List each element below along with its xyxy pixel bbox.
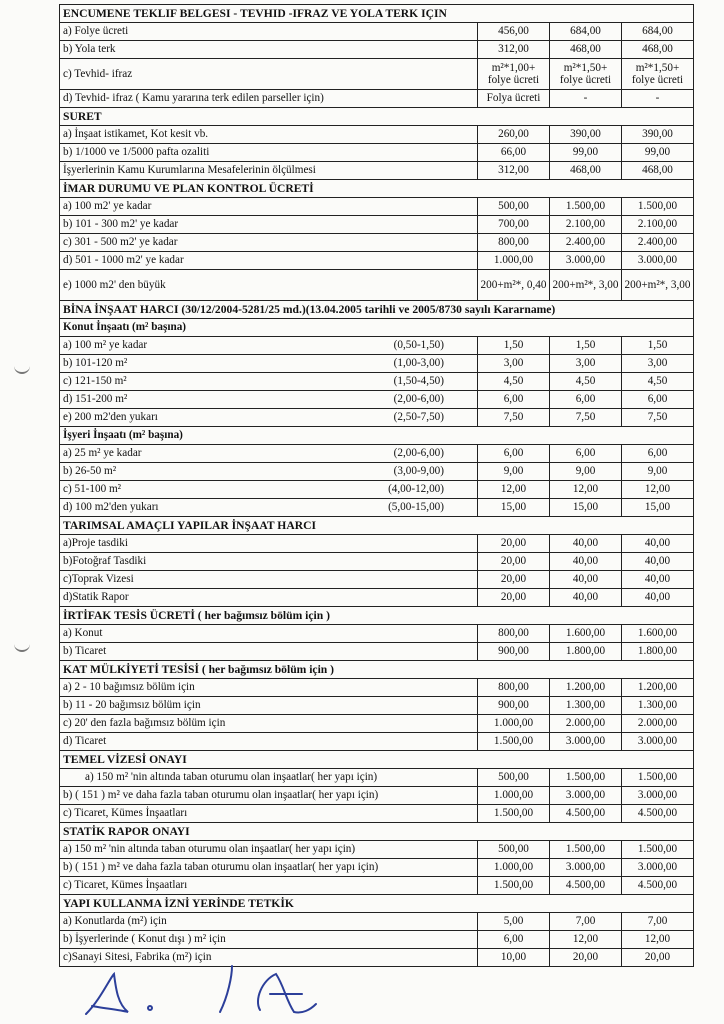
- fee-row: [60, 931, 694, 949]
- fee-value-2: 390,00: [550, 126, 622, 144]
- fee-row: [60, 337, 694, 355]
- fee-row: [60, 23, 694, 41]
- fee-value-1: 20,00: [478, 535, 550, 553]
- fee-label-cell: [60, 337, 478, 355]
- fee-label-cell: [60, 216, 478, 234]
- fee-value-1: 260,00: [478, 126, 550, 144]
- fee-value-3: 468,00: [622, 41, 694, 59]
- fee-value-3: 7,50: [622, 409, 694, 427]
- fee-label: b) Yola terk: [63, 43, 116, 55]
- fee-label-cell: [60, 59, 478, 90]
- section-title: TARIMSAL AMAÇLI YAPILAR İNŞAAT HARCI: [60, 517, 694, 535]
- fee-label-cell: [60, 787, 478, 805]
- fee-value-1: 1.000,00: [478, 252, 550, 270]
- fee-label: d) Tevhid- ifraz ( Kamu yararına terk edilen parseller için): [63, 92, 324, 104]
- fee-value-3: 1.200,00: [622, 679, 694, 697]
- fee-value-1: 1.000,00: [478, 787, 550, 805]
- fee-row: [60, 409, 694, 427]
- fee-row: [60, 733, 694, 751]
- fee-value-1: 9,00: [478, 463, 550, 481]
- fee-label: e) 1000 m2' den büyük: [63, 278, 166, 291]
- fee-range: (2,00-6,00): [393, 447, 444, 459]
- fee-row: [60, 162, 694, 180]
- fee-value-2: 2.400,00: [550, 234, 622, 252]
- section-title: İMAR DURUMU VE PLAN KONTROL ÜCRETİ: [60, 180, 694, 198]
- fee-value-1: 6,00: [478, 931, 550, 949]
- fee-value-2: 2.100,00: [550, 216, 622, 234]
- section-header-row: [60, 661, 694, 679]
- fee-label: b) 11 - 20 bağımsız bölüm için: [63, 699, 201, 711]
- fee-label-cell: [60, 805, 478, 823]
- fee-value-1: 6,00: [478, 391, 550, 409]
- fee-row: [60, 535, 694, 553]
- fee-range: (2,50-7,50): [393, 411, 444, 423]
- fee-value-3: 1.500,00: [622, 769, 694, 787]
- fee-value-1: 800,00: [478, 679, 550, 697]
- fee-value-1: m²*1,00+ folye ücreti: [478, 59, 550, 90]
- fee-value-1: 6,00: [478, 445, 550, 463]
- fee-row: [60, 787, 694, 805]
- fee-label: İşyerlerinin Kamu Kurumlarına Mesafelerinin ölçülmesi: [63, 164, 316, 176]
- fee-label: a) 100 m² ye kadar: [63, 339, 148, 351]
- fee-label-cell: [60, 931, 478, 949]
- fee-range: (3,00-9,00): [393, 465, 444, 477]
- fee-label-wrap: [63, 465, 474, 478]
- fee-value-2: 40,00: [550, 589, 622, 607]
- fee-value-2: 4.500,00: [550, 877, 622, 895]
- fee-value-1: 7,50: [478, 409, 550, 427]
- fee-value-2: 40,00: [550, 553, 622, 571]
- fee-label-cell: [60, 877, 478, 895]
- fee-label-wrap: [63, 447, 474, 460]
- fee-value-3: 40,00: [622, 553, 694, 571]
- fee-value-1: 800,00: [478, 234, 550, 252]
- fee-range: (1,00-3,00): [393, 357, 444, 369]
- fee-label-cell: [60, 41, 478, 59]
- fee-value-2: 684,00: [550, 23, 622, 41]
- fee-range: (1,50-4,50): [393, 375, 444, 387]
- fee-value-3: 3,00: [622, 355, 694, 373]
- fee-value-2: 12,00: [550, 481, 622, 499]
- fee-value-1: Folya ücreti: [478, 90, 550, 108]
- fee-label: c) 51-100 m²: [63, 483, 122, 495]
- fee-row: [60, 59, 694, 90]
- fee-value-2: 99,00: [550, 144, 622, 162]
- fee-label-cell: [60, 144, 478, 162]
- fee-value-2: 15,00: [550, 499, 622, 517]
- fee-value-2: 1.500,00: [550, 841, 622, 859]
- fee-value-3: 12,00: [622, 481, 694, 499]
- fee-value-3: 2.100,00: [622, 216, 694, 234]
- fee-row: [60, 697, 694, 715]
- fee-label: a) Folye ücreti: [63, 25, 129, 37]
- fee-value-2: 1,50: [550, 337, 622, 355]
- fee-value-1: 20,00: [478, 589, 550, 607]
- fee-row: [60, 198, 694, 216]
- fee-row: [60, 391, 694, 409]
- fee-label-cell: [60, 589, 478, 607]
- fee-value-3: 3.000,00: [622, 787, 694, 805]
- fee-label-cell: [60, 553, 478, 571]
- fee-value-1: 1.000,00: [478, 859, 550, 877]
- fee-value-3: 3.000,00: [622, 252, 694, 270]
- fee-value-3: 684,00: [622, 23, 694, 41]
- fee-label-cell: [60, 625, 478, 643]
- fee-label: c)Sanayi Sitesi, Fabrika (m²) için: [63, 951, 212, 963]
- fee-label-cell: [60, 162, 478, 180]
- subsection-title: Konut İnşaatı (m² başına): [60, 319, 694, 337]
- fee-label: b) 101 - 300 m2' ye kadar: [63, 218, 179, 230]
- fee-row: [60, 715, 694, 733]
- fee-label-wrap: [63, 375, 474, 388]
- fee-label: d) 100 m2'den yukarı: [63, 501, 159, 513]
- section-title: STATİK RAPOR ONAYI: [60, 823, 694, 841]
- fee-value-1: 1,50: [478, 337, 550, 355]
- fee-value-3: 9,00: [622, 463, 694, 481]
- fee-value-2: 40,00: [550, 535, 622, 553]
- fee-row: [60, 625, 694, 643]
- fee-value-2: 20,00: [550, 949, 622, 967]
- fee-label: a) 25 m² ye kadar: [63, 447, 142, 459]
- fee-row: [60, 252, 694, 270]
- fee-label: b)Fotoğraf Tasdiki: [63, 555, 147, 567]
- fee-row: [60, 679, 694, 697]
- fee-value-3: 2.000,00: [622, 715, 694, 733]
- fee-label-wrap: [63, 339, 474, 352]
- fee-value-1: 900,00: [478, 643, 550, 661]
- fee-label: a) Konut: [63, 627, 103, 639]
- fee-range: (5,00-15,00): [388, 501, 444, 513]
- fee-value-2: 7,50: [550, 409, 622, 427]
- fee-label-cell: [60, 463, 478, 481]
- fee-label-cell: [60, 355, 478, 373]
- fee-row: [60, 126, 694, 144]
- fee-value-3: 1,50: [622, 337, 694, 355]
- fee-value-3: 2.400,00: [622, 234, 694, 252]
- fee-value-1: 500,00: [478, 841, 550, 859]
- fee-value-1: 4,50: [478, 373, 550, 391]
- fee-value-2: 6,00: [550, 445, 622, 463]
- fee-value-2: 3.000,00: [550, 787, 622, 805]
- fee-row: [60, 481, 694, 499]
- fee-label-cell: [60, 535, 478, 553]
- fee-value-2: 9,00: [550, 463, 622, 481]
- fee-value-3: 4.500,00: [622, 877, 694, 895]
- punch-hole-top: [14, 362, 30, 374]
- fee-value-3: 200+m²*, 3,00: [622, 270, 694, 301]
- fee-value-3: 1.300,00: [622, 697, 694, 715]
- fee-label: a) 2 - 10 bağımsız bölüm için: [63, 681, 195, 693]
- fee-label: d) Ticaret: [63, 735, 107, 747]
- fee-value-2: 7,00: [550, 913, 622, 931]
- fee-label-cell: [60, 859, 478, 877]
- fee-value-2: 1.200,00: [550, 679, 622, 697]
- fee-value-2: 1.500,00: [550, 769, 622, 787]
- section-header-row: [60, 301, 694, 319]
- fee-value-1: 15,00: [478, 499, 550, 517]
- fee-table: [59, 4, 694, 967]
- fee-value-2: 1.600,00: [550, 625, 622, 643]
- fee-row: [60, 841, 694, 859]
- fee-label: a) İnşaat istikamet, Kot kesit vb.: [63, 128, 209, 140]
- fee-value-2: 3.000,00: [550, 252, 622, 270]
- fee-value-2: 3.000,00: [550, 859, 622, 877]
- fee-label-cell: [60, 913, 478, 931]
- fee-value-3: 1.600,00: [622, 625, 694, 643]
- section-title: SURET: [60, 108, 694, 126]
- fee-label: c) Ticaret, Kümes İnşaatları: [63, 879, 188, 891]
- fee-label-cell: [60, 373, 478, 391]
- fee-label: a) 150 m² 'nin altında taban oturumu olan inşaatlar( her yapı için): [85, 771, 378, 783]
- fee-label-cell: [60, 270, 478, 301]
- fee-row: [60, 234, 694, 252]
- fee-label-cell: [60, 571, 478, 589]
- fee-label: a) 150 m² 'nin altında taban oturumu olan inşaatlar( her yapı için): [63, 843, 356, 855]
- fee-row: [60, 553, 694, 571]
- section-header-row: [60, 895, 694, 913]
- fee-value-2: 40,00: [550, 571, 622, 589]
- fee-value-1: 10,00: [478, 949, 550, 967]
- fee-label: b) ( 151 ) m² ve daha fazla taban oturumu olan inşaatlar( her yapı için): [63, 861, 379, 873]
- fee-row: [60, 571, 694, 589]
- section-header-row: [60, 607, 694, 625]
- fee-value-1: 66,00: [478, 144, 550, 162]
- fee-value-3: 7,00: [622, 913, 694, 931]
- fee-value-1: 3,00: [478, 355, 550, 373]
- fee-value-3: 1.500,00: [622, 198, 694, 216]
- fee-label: b) 1/1000 ve 1/5000 pafta ozaliti: [63, 146, 210, 158]
- punch-hole-bottom: [14, 640, 30, 652]
- fee-value-3: 20,00: [622, 949, 694, 967]
- fee-value-2: 4.500,00: [550, 805, 622, 823]
- section-header-row: [60, 751, 694, 769]
- fee-label-cell: [60, 733, 478, 751]
- section-title: KAT MÜLKİYETİ TESİSİ ( her bağımsız bölüm için ): [60, 661, 694, 679]
- fee-value-1: 5,00: [478, 913, 550, 931]
- fee-value-1: 700,00: [478, 216, 550, 234]
- fee-label-cell: [60, 198, 478, 216]
- fee-label-cell: [60, 445, 478, 463]
- fee-value-3: 6,00: [622, 391, 694, 409]
- fee-value-1: 500,00: [478, 769, 550, 787]
- fee-row: [60, 445, 694, 463]
- fee-value-2: 468,00: [550, 162, 622, 180]
- fee-value-3: 6,00: [622, 445, 694, 463]
- fee-label-cell: [60, 841, 478, 859]
- fee-row: [60, 90, 694, 108]
- fee-value-2: 1.300,00: [550, 697, 622, 715]
- fee-value-1: 312,00: [478, 41, 550, 59]
- fee-label: b) İşyerlerinde ( Konut dışı ) m² için: [63, 933, 226, 945]
- fee-label: c) 20' den fazla bağımsız bölüm için: [63, 717, 226, 729]
- fee-value-1: 500,00: [478, 198, 550, 216]
- fee-label-cell: [60, 769, 478, 787]
- fee-label-cell: [60, 481, 478, 499]
- handwritten-signature: [80, 960, 320, 1024]
- fee-value-3: 40,00: [622, 571, 694, 589]
- fee-label-wrap: [63, 501, 474, 514]
- fee-label-wrap: [63, 411, 474, 424]
- fee-value-3: 1.500,00: [622, 841, 694, 859]
- fee-value-2: 200+m²*, 3,00: [550, 270, 622, 301]
- fee-label: b) Ticaret: [63, 645, 107, 657]
- section-title: ENCUMENE TEKLIF BELGESI - TEVHID -IFRAZ VE YOLA TERK IÇIN: [60, 5, 694, 23]
- fee-value-2: 468,00: [550, 41, 622, 59]
- subsection-row: [60, 319, 694, 337]
- fee-row: [60, 373, 694, 391]
- fee-range: (2,00-6,00): [393, 393, 444, 405]
- fee-value-2: m²*1,50+ folye ücreti: [550, 59, 622, 90]
- fee-value-2: 2.000,00: [550, 715, 622, 733]
- fee-label-cell: [60, 23, 478, 41]
- fee-value-3: 4,50: [622, 373, 694, 391]
- fee-row: [60, 499, 694, 517]
- section-header-row: [60, 517, 694, 535]
- fee-label-wrap: [63, 483, 474, 496]
- fee-label: a) Konutlarda (m²) için: [63, 915, 167, 927]
- fee-label-cell: [60, 126, 478, 144]
- fee-label: d) 501 - 1000 m2' ye kadar: [63, 254, 184, 266]
- fee-row: [60, 589, 694, 607]
- fee-row: [60, 859, 694, 877]
- fee-label-cell: [60, 252, 478, 270]
- fee-value-3: m²*1,50+ folye ücreti: [622, 59, 694, 90]
- fee-row: [60, 643, 694, 661]
- fee-row: [60, 216, 694, 234]
- fee-value-1: 200+m²*, 0,40: [478, 270, 550, 301]
- fee-value-3: 40,00: [622, 535, 694, 553]
- fee-label: a) 100 m2' ye kadar: [63, 200, 152, 212]
- fee-row: [60, 877, 694, 895]
- fee-label: c) Tevhid- ifraz: [63, 67, 133, 80]
- fee-label-wrap: [63, 357, 474, 370]
- fee-row: [60, 463, 694, 481]
- fee-value-2: 4,50: [550, 373, 622, 391]
- fee-value-1: 12,00: [478, 481, 550, 499]
- section-title: YAPI KULLANMA İZNİ YERİNDE TETKİK: [60, 895, 694, 913]
- fee-row: [60, 144, 694, 162]
- fee-label: d) 151-200 m²: [63, 393, 128, 405]
- section-title: BİNA İNŞAAT HARCI (30/12/2004-5281/25 md.)(13.04.2005 tarihli ve 2005/8730 sayılı Kararname): [60, 301, 694, 319]
- fee-row: [60, 913, 694, 931]
- fee-label-cell: [60, 643, 478, 661]
- section-header-row: [60, 5, 694, 23]
- fee-label: c) 121-150 m²: [63, 375, 127, 387]
- fee-value-3: 1.800,00: [622, 643, 694, 661]
- fee-value-2: 1.500,00: [550, 198, 622, 216]
- fee-label: d)Statik Rapor: [63, 591, 129, 603]
- fee-value-3: 3.000,00: [622, 733, 694, 751]
- fee-value-1: 900,00: [478, 697, 550, 715]
- fee-label: b) 26-50 m²: [63, 465, 117, 477]
- fee-value-1: 20,00: [478, 571, 550, 589]
- fee-value-1: 20,00: [478, 553, 550, 571]
- fee-value-1: 1.500,00: [478, 805, 550, 823]
- fee-row: [60, 41, 694, 59]
- fee-value-2: -: [550, 90, 622, 108]
- fee-label-cell: [60, 697, 478, 715]
- fee-value-2: 12,00: [550, 931, 622, 949]
- fee-value-1: 1.500,00: [478, 877, 550, 895]
- fee-label-wrap: [63, 393, 474, 406]
- fee-value-2: 6,00: [550, 391, 622, 409]
- fee-label: c) 301 - 500 m2' ye kadar: [63, 236, 178, 248]
- fee-value-2: 3.000,00: [550, 733, 622, 751]
- fee-value-1: 456,00: [478, 23, 550, 41]
- fee-row: [60, 270, 694, 301]
- fee-value-3: 15,00: [622, 499, 694, 517]
- fee-value-2: 3,00: [550, 355, 622, 373]
- fee-label-cell: [60, 234, 478, 252]
- subsection-title: İşyeri İnşaatı (m² başına): [60, 427, 694, 445]
- section-title: İRTİFAK TESİS ÜCRETİ ( her bağımsız bölüm için ): [60, 607, 694, 625]
- fee-value-2: 1.800,00: [550, 643, 622, 661]
- fee-row: [60, 805, 694, 823]
- fee-range: (4,00-12,00): [388, 483, 444, 495]
- fee-value-1: 1.500,00: [478, 733, 550, 751]
- fee-label-cell: [60, 499, 478, 517]
- fee-label: b) 101-120 m²: [63, 357, 128, 369]
- subsection-row: [60, 427, 694, 445]
- fee-label: b) ( 151 ) m² ve daha fazla taban oturumu olan inşaatlar( her yapı için): [63, 789, 379, 801]
- fee-value-1: 800,00: [478, 625, 550, 643]
- fee-row: [60, 769, 694, 787]
- fee-value-1: 1.000,00: [478, 715, 550, 733]
- fee-label-cell: [60, 409, 478, 427]
- section-header-row: [60, 823, 694, 841]
- fee-label: c) Ticaret, Kümes İnşaatları: [63, 807, 188, 819]
- fee-value-3: 390,00: [622, 126, 694, 144]
- fee-row: [60, 355, 694, 373]
- fee-value-3: 4.500,00: [622, 805, 694, 823]
- fee-value-3: 12,00: [622, 931, 694, 949]
- fee-value-1: 312,00: [478, 162, 550, 180]
- fee-range: (0,50-1,50): [393, 339, 444, 351]
- fee-label-cell: [60, 391, 478, 409]
- fee-label: c)Toprak Vizesi: [63, 573, 134, 585]
- fee-label-cell: [60, 679, 478, 697]
- fee-value-3: 99,00: [622, 144, 694, 162]
- section-header-row: [60, 108, 694, 126]
- section-header-row: [60, 180, 694, 198]
- fee-label: e) 200 m2'den yukarı: [63, 411, 158, 423]
- fee-label-cell: [60, 90, 478, 108]
- fee-label-cell: [60, 715, 478, 733]
- fee-label: a)Proje tasdiki: [63, 537, 128, 549]
- fee-value-3: 40,00: [622, 589, 694, 607]
- fee-value-3: 468,00: [622, 162, 694, 180]
- section-title: TEMEL VİZESİ ONAYI: [60, 751, 694, 769]
- fee-value-3: -: [622, 90, 694, 108]
- fee-value-3: 3.000,00: [622, 859, 694, 877]
